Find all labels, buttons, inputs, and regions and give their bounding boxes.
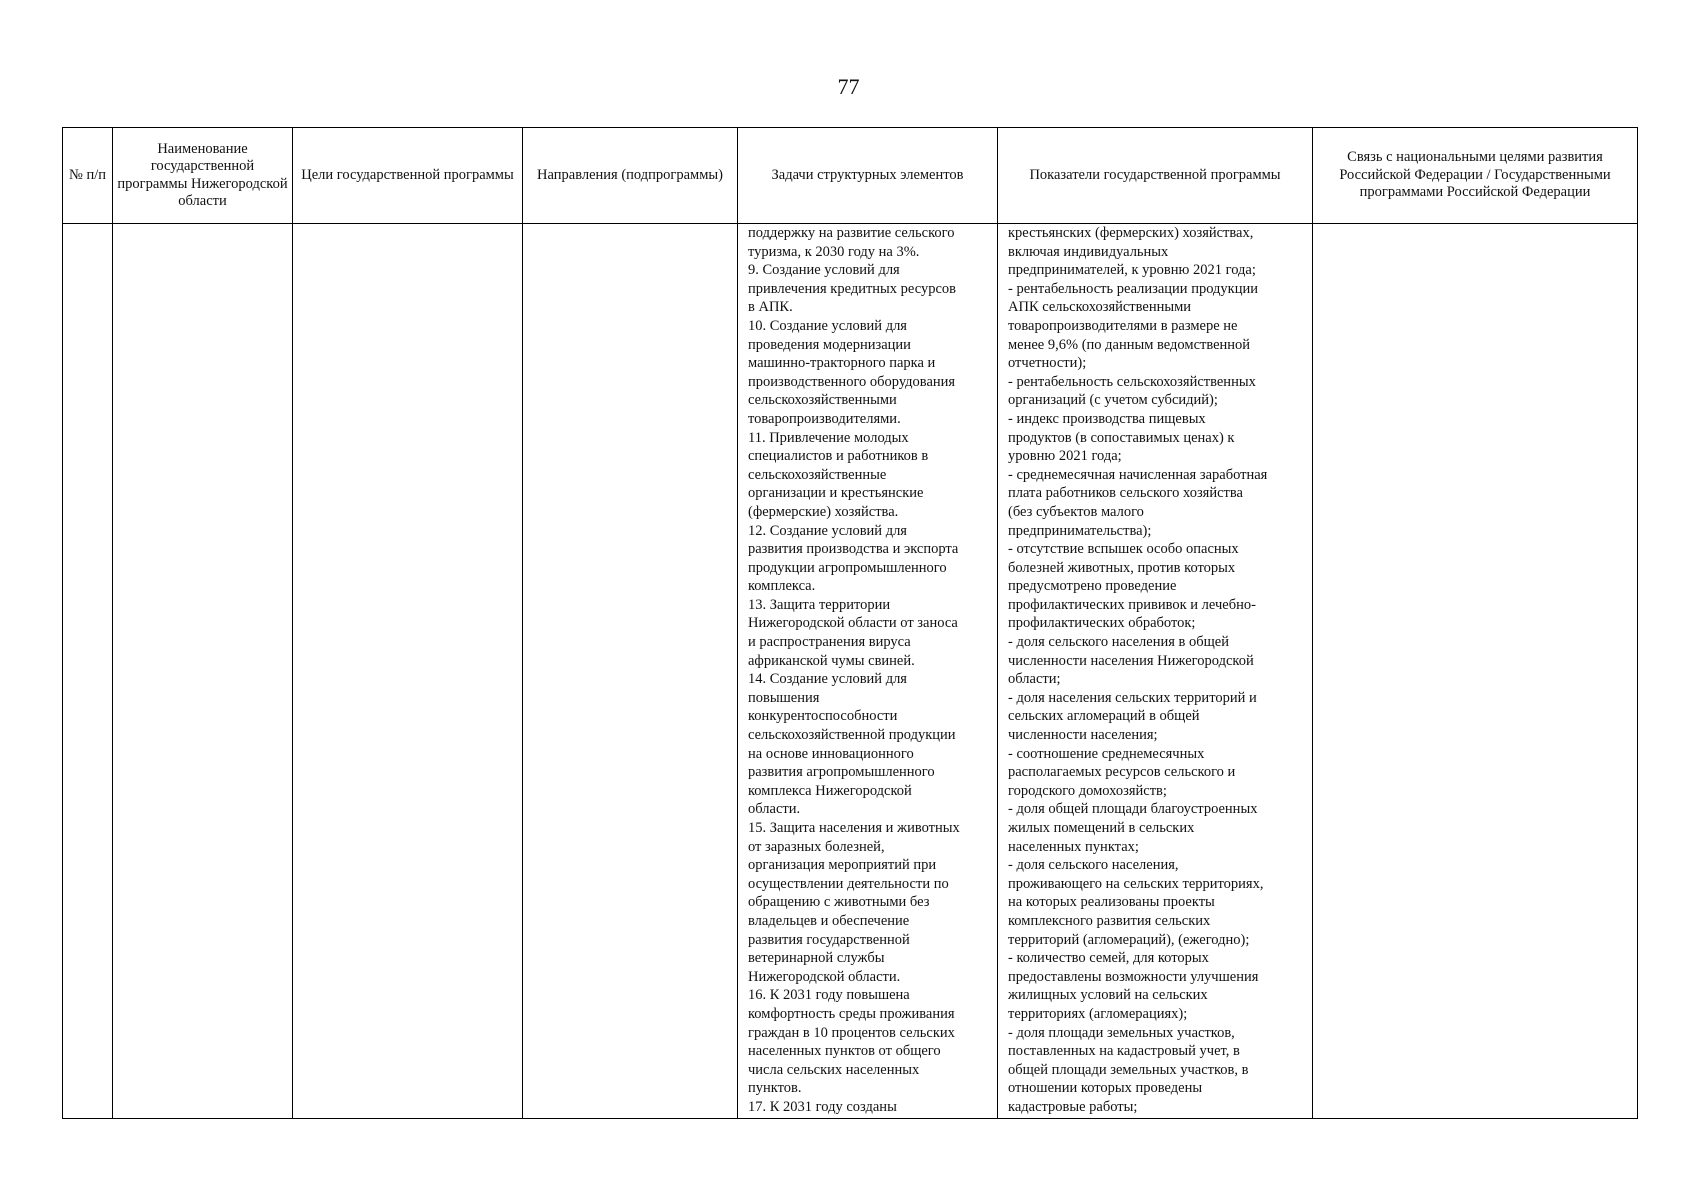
page-number: 77 [837,74,860,99]
task-line: комплекса. [748,578,816,595]
indicator-line: - соотношение среднемесячных [1008,745,1205,762]
indicator-line: болезней животных, против которых [1008,559,1236,576]
task-line: проведения модернизации [748,336,911,353]
indicator-line: общей площади земельных участков, в [1008,1061,1249,1078]
indicator-line: населенных пунктах; [1008,838,1139,855]
indicator-line: плата работников сельского хозяйства [1008,485,1243,502]
indicator-line: - рентабельность сельскохозяйственных [1008,373,1256,390]
task-line: специалистов и работников в [748,448,929,465]
indicator-line: городского домохозяйств; [1008,782,1167,799]
indicator-line: численности населения Нижегородской [1008,652,1254,669]
task-line: на основе инновационного [748,745,914,762]
indicator-line: на которых реализованы проекты [1008,894,1215,911]
header-tasks: Задачи структурных элементов [738,128,998,224]
task-line: конкурентоспособности [748,708,898,725]
indicator-line: - доля площади земельных участков, [1008,1024,1235,1041]
task-line: (фермерские) хозяйства. [748,503,899,520]
cell-directions [523,224,738,1119]
task-line: сельскохозяйственными [748,392,897,409]
indicator-line: продуктов (в сопоставимых ценах) к [1008,429,1235,446]
table-row [63,224,1638,1119]
header-number: № п/п [63,128,113,224]
indicator-line: - количество семей, для которых [1008,950,1209,967]
task-line: африканской чумы свиней. [748,652,915,669]
indicator-line: - доля сельского населения, [1008,857,1179,874]
indicator-line: отношении которых проведены [1008,1080,1203,1097]
header-national-goals: Связь с национальными целями развития Российской Федерации / Государственными программами Российской Федерации [1313,128,1638,224]
indicator-line: жилищных условий на сельских [1008,987,1208,1004]
task-line: туризма, к 2030 году на 3%. [748,243,920,260]
indicator-line: - доля общей площади благоустроенных [1008,801,1258,818]
task-line: комплекса Нижегородской [748,782,912,799]
header-program-name: Наименование государственной программы Нижегородской области [113,128,293,224]
indicator-line: - доля населения сельских территорий и [1008,689,1257,706]
task-line: Нижегородской области от заноса [748,615,958,632]
task-line: пунктов. [748,1080,802,1097]
cell-number [63,224,113,1119]
task-line: области. [748,801,801,818]
indicator-line: (без субъектов малого [1008,503,1144,520]
task-line: развития производства и экспорта [748,541,959,558]
indicator-line: менее 9,6% (по данным ведомственной [1008,336,1251,353]
task-line: 17. К 2031 году созданы [748,1098,897,1115]
task-line: привлечения кредитных ресурсов [748,280,956,297]
task-line: производственного оборудования [748,373,956,390]
task-line: сельскохозяйственной продукции [748,727,956,744]
task-line: товаропроизводителями. [748,410,901,427]
task-line: 10. Создание условий для [748,317,907,334]
task-line: 12. Создание условий для [748,522,907,539]
task-line: 11. Привлечение молодых [748,429,909,446]
task-line: населенных пунктов от общего [748,1043,941,1060]
indicator-line: численности населения; [1008,727,1158,744]
indicator-line: проживающего на сельских территориях, [1008,875,1264,892]
tasks-text [738,224,997,1118]
task-line: развития государственной [748,931,910,948]
indicator-line: АПК сельскохозяйственными [1008,299,1192,316]
task-line: и распространения вируса [748,634,911,651]
indicator-line: предоставлены возможности улучшения [1008,968,1259,985]
indicator-line: комплексного развития сельских [1008,912,1211,929]
cell-tasks [738,224,998,1119]
task-line: в АПК. [748,299,793,316]
task-line: 9. Создание условий для [748,262,900,279]
indicator-line: профилактических обработок; [1008,615,1196,632]
task-line: организации и крестьянские [748,485,924,502]
task-line: 15. Защита населения и животных [748,820,960,836]
header-indicators: Показатели государственной программы [998,128,1313,224]
indicator-line: предпринимательства); [1008,522,1152,539]
indicator-line: организаций (с учетом субсидий); [1008,392,1218,409]
task-line: осуществлении деятельности по [748,875,949,892]
indicators-text [998,224,1312,1118]
task-line: владельцев и обеспечение [748,912,910,929]
task-line: 14. Создание условий для [748,671,907,688]
indicator-line: - отсутствие вспышек особо опасных [1008,541,1239,558]
cell-program-goals [293,224,523,1119]
task-line: продукции агропромышленного [748,559,947,576]
indicator-line: сельских агломераций в общей [1008,708,1200,725]
indicator-line: крестьянских (фермерских) хозяйствах, [1008,225,1254,241]
indicator-line: кадастровые работы; [1008,1098,1138,1115]
task-line: граждан в 10 процентов сельских [748,1024,955,1041]
cell-national-goals [1313,224,1638,1119]
indicator-line: поставленных на кадастровый учет, в [1008,1043,1240,1060]
program-table [62,127,1638,1119]
indicator-line: территорий (агломераций), (ежегодно); [1008,931,1250,948]
header-directions: Направления (подпрограммы) [523,128,738,224]
cell-program-name [113,224,293,1119]
indicator-line: товаропроизводителями в размере не [1008,317,1238,334]
indicator-line: предусмотрено проведение [1008,578,1177,595]
indicator-line: уровню 2021 года; [1008,448,1122,465]
indicator-line: - рентабельность реализации продукции [1008,280,1258,297]
indicator-line: - доля сельского населения в общей [1008,634,1229,651]
task-line: сельскохозяйственные [748,466,887,483]
task-line: комфортность среды проживания [748,1005,955,1022]
indicator-line: профилактических прививок и лечебно- [1008,596,1256,613]
task-line: от заразных болезней, [748,838,885,855]
task-line: обращению с животными без [748,894,930,911]
task-line: числа сельских населенных [748,1061,920,1078]
task-line: 16. К 2031 году повышена [748,987,910,1004]
indicator-line: - индекс производства пищевых [1008,410,1206,427]
indicator-line: предпринимателей, к уровню 2021 года; [1008,262,1256,279]
indicator-line: отчетности); [1008,355,1087,372]
task-line: повышения [748,689,820,706]
task-line: развития агропромышленного [748,764,935,781]
indicator-line: территориях (агломерациях); [1008,1005,1188,1022]
task-line: поддержку на развитие сельского [748,225,955,241]
task-line: организация мероприятий при [748,857,937,874]
indicator-line: области; [1008,671,1061,688]
header-program-goals: Цели государственной программы [293,128,523,224]
indicator-line: включая индивидуальных [1008,243,1169,260]
indicator-line: располагаемых ресурсов сельского и [1008,764,1236,781]
task-line: Нижегородской области. [748,968,901,985]
indicator-line: - среднемесячная начисленная заработная [1008,466,1268,483]
indicator-line: жилых помещений в сельских [1008,820,1195,836]
task-line: ветеринарной службы [748,950,885,967]
task-line: 13. Защита территории [748,596,891,613]
task-line: машинно-тракторного парка и [748,355,936,372]
header-row [63,128,1638,224]
cell-indicators [998,224,1313,1119]
